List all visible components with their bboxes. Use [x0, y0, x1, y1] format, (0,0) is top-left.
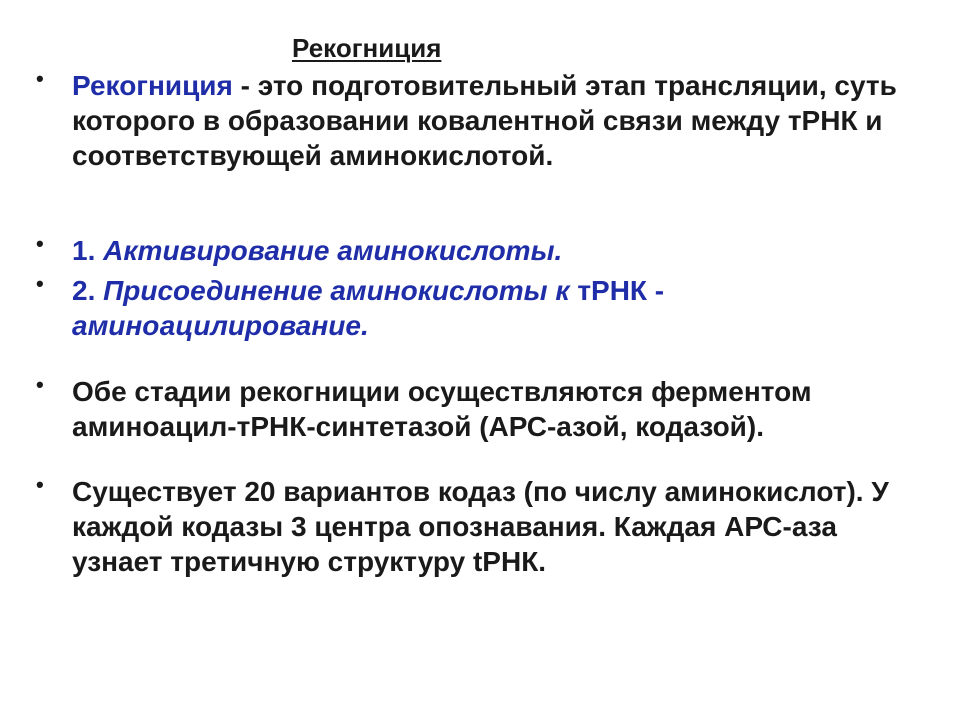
bullet-dot-icon: • [36, 231, 44, 256]
bullet-text [72, 233, 916, 268]
stage-number: 2. [72, 275, 104, 306]
bullet-text [72, 68, 916, 173]
bullet-stage-2 [36, 273, 916, 343]
stage-text: Активирование аминокислоты. [103, 235, 563, 266]
bullet-text: Обе стадии рекогниции осуществляются ферментом аминоацил-тРНК-синтетазой (АРС-азой, кодазой). [72, 376, 812, 442]
bullet-stage-1 [36, 233, 916, 268]
stage-number: 1. [72, 235, 104, 266]
stage-text-a: Присоединение аминокислоты к [103, 275, 570, 306]
bullet-dot-icon: • [36, 271, 44, 296]
bullet-variants [36, 474, 916, 579]
stage-text-b: тРНК - [569, 275, 665, 306]
bullet-definition [36, 68, 916, 173]
definition-text: - это подготовительный этап трансляции, суть которого в образовании ковалентной связи между тРНК и соответствующей аминокислотой. [72, 70, 897, 171]
bullet-dot-icon: • [36, 66, 44, 91]
bullet-text [72, 273, 916, 343]
bullet-text: Существует 20 вариантов кодаз (по числу аминокислот). У каждой кодазы 3 центра опознавания. Каждая АРС-аза узнает третичную структуру tРНК. [72, 476, 889, 577]
bullet-dot-icon: • [36, 372, 44, 397]
bullet-dot-icon: • [36, 472, 44, 497]
bullet-enzyme [36, 374, 916, 444]
definition-term: Рекогниция [72, 70, 233, 101]
slide-title: Рекогниция [292, 33, 442, 63]
stage-text-c: аминоацилирование. [72, 310, 369, 341]
